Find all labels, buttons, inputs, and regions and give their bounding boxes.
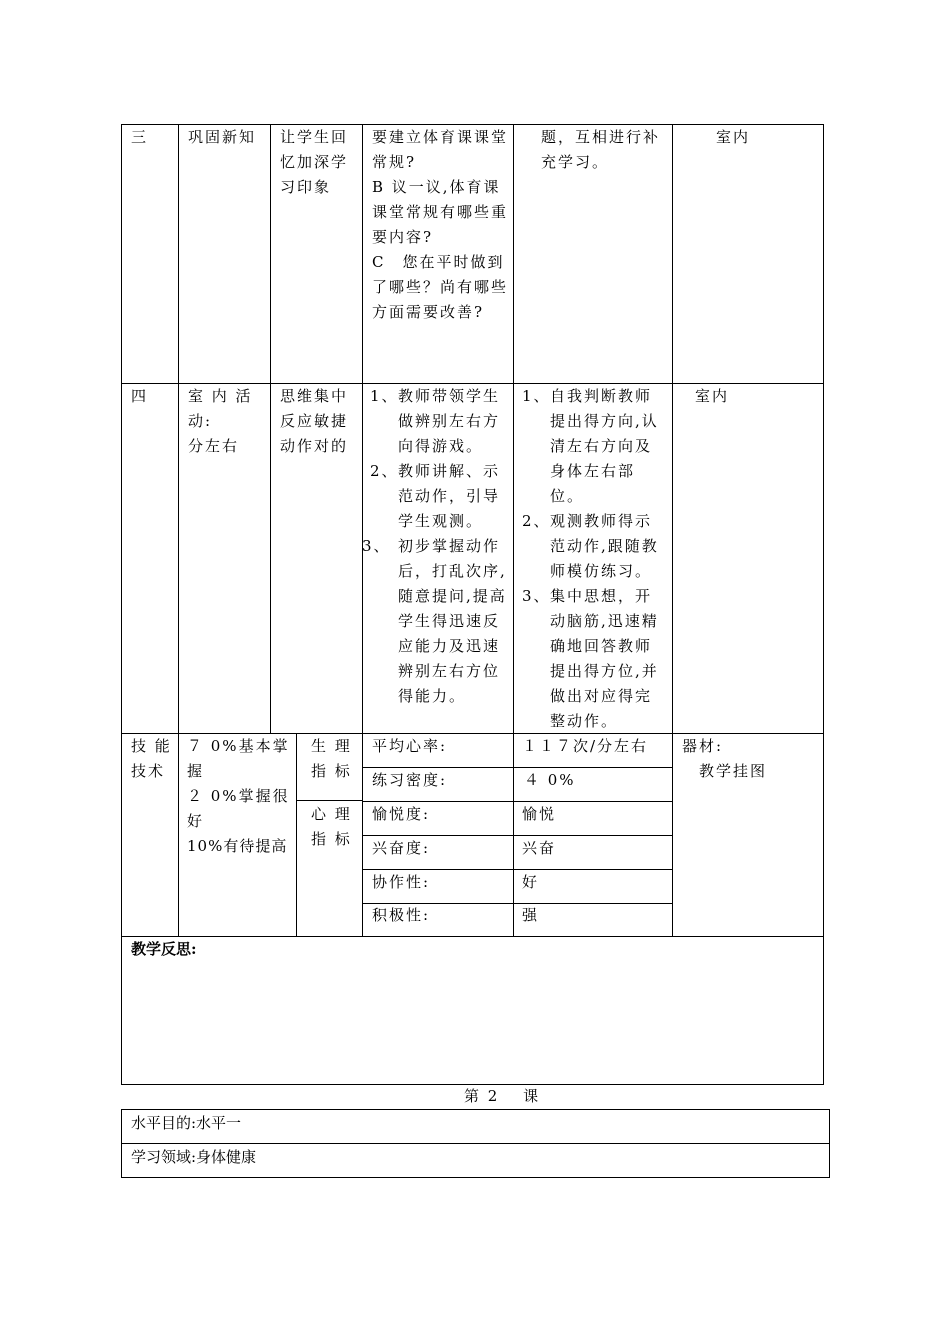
col-divider (296, 733, 297, 936)
item-number: 2、 (370, 462, 399, 480)
col-divider (513, 124, 514, 936)
metric-value: 愉悦 (522, 805, 557, 823)
item-text: 集中思想，开动脑筋,迅速精确地回答教师提出得方位,并做出对应得完整动作。 (550, 587, 659, 730)
row-four-topic: 室 内 活 动: 分左右 (188, 387, 253, 455)
item-text: 教师带领学生做辨别左右方向得游戏。 (398, 387, 501, 455)
item-number: 2、 (522, 512, 551, 530)
row-four-student-list (522, 384, 668, 734)
metric-name: 兴奋度: (372, 839, 431, 857)
item-text: 观测教师得示范动作,跟随教师模仿练习。 (550, 512, 659, 580)
metric-name: 协作性: (372, 873, 431, 891)
list-item (522, 584, 668, 734)
item-number: 3、 (362, 537, 391, 555)
row-four-place: 室内 (695, 387, 730, 405)
item-text: 自我判断教师提出得方向,认清左右方向及身体左右部位。 (550, 387, 659, 505)
list-item (522, 384, 668, 509)
list-item (362, 534, 510, 709)
row-three-student: 题，互相进行补充学习。 (541, 128, 661, 171)
col-divider (178, 124, 179, 936)
row-divider (121, 936, 824, 937)
col-divider (672, 124, 673, 936)
row-divider (121, 1143, 830, 1144)
mastery-item: ２ 0%掌握很好 (187, 787, 290, 830)
col-divider (270, 124, 271, 733)
item-number: 1、 (370, 387, 399, 405)
metric-name: 积极性: (372, 906, 431, 924)
mastery-item: ７ 0%基本掌握 (187, 737, 290, 780)
row-three-number: 三 (131, 128, 149, 146)
row-four-number: 四 (131, 387, 149, 405)
metric-name: 愉悦度: (372, 805, 431, 823)
mastery-item: 10%有待提高 (187, 837, 288, 855)
metric-name: 平均心率: (372, 737, 448, 755)
row-four-teacher-list (362, 384, 510, 709)
col-divider (362, 124, 363, 936)
list-item (370, 459, 510, 534)
item-text: 教师讲解、示范动作，引导学生观测。 (398, 462, 501, 530)
lesson-title: 第 2 课 (464, 1087, 541, 1105)
item-number: 1、 (522, 387, 551, 405)
learning-domain: 学习领域:身体健康 (131, 1148, 257, 1166)
metric-value: １１７次/分左右 (522, 737, 649, 755)
teacher-line: B 议一议,体育课课堂常规有哪些重要内容? (372, 178, 509, 246)
teacher-line: C 您在平时做到了哪些？尚有哪些方面需要改善? (372, 253, 509, 321)
level-goal: 水平目的:水平一 (131, 1114, 242, 1132)
metric-divider (296, 800, 362, 801)
item-number: 3、 (522, 587, 551, 605)
metric-value: 兴奋 (522, 839, 557, 857)
row-three-topic: 巩固新知 (188, 128, 257, 146)
row-three-teacher (372, 125, 508, 325)
equipment-value: 教学挂图 (699, 762, 768, 780)
item-text: 初步掌握动作后，打乱次序,随意提问,提高学生得迅速反应能力及迅速辨别左右方位得能力。 (398, 537, 507, 705)
mastery-list (187, 734, 293, 859)
row-three-place: 室内 (716, 128, 751, 146)
reflection-label: 教学反思: (131, 940, 197, 958)
list-item (370, 384, 510, 459)
metric-name: 练习密度: (372, 771, 448, 789)
metric-value: ４ 0% (524, 771, 576, 789)
row-three-goal: 让学生回忆加深学习印象 (280, 128, 349, 196)
physio-label: 生 理 指 标 (311, 737, 352, 780)
teacher-line: 要建立体育课课堂常规? (372, 128, 509, 171)
row-four-goal: 思维集中反应敏捷动作对的 (280, 387, 349, 455)
skills-label: 技 能 技术 (131, 737, 172, 780)
equipment-label: 器材: (682, 737, 724, 755)
list-item (522, 509, 668, 584)
metric-value: 强 (522, 906, 540, 924)
psych-label: 心 理 指 标 (311, 805, 352, 848)
metric-value: 好 (522, 873, 540, 891)
